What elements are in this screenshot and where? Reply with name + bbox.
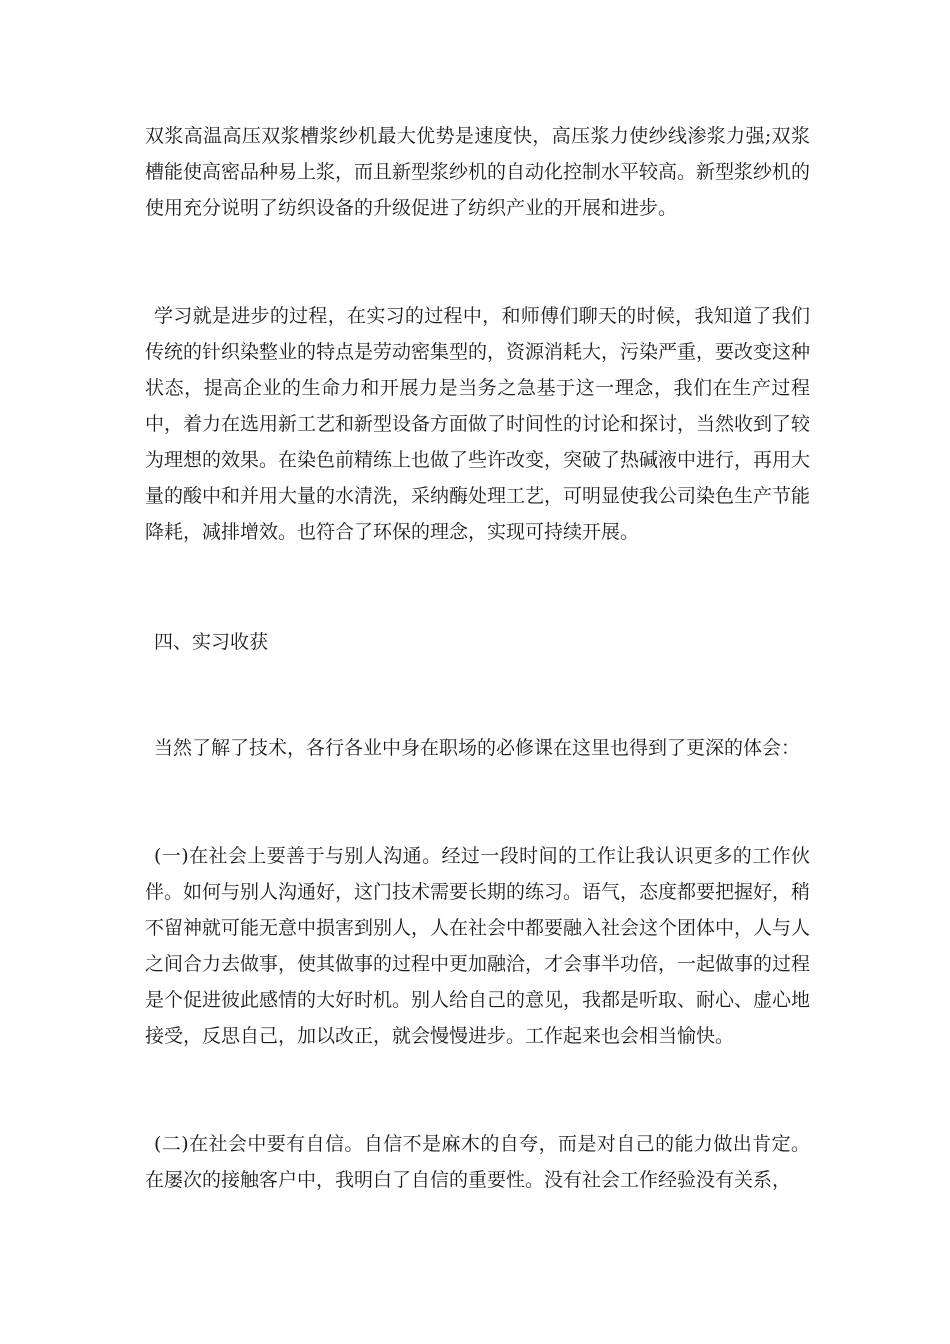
section-heading-internship-gains: 四、实习收获 [154, 631, 269, 653]
paragraph-gains-intro: 当然了解了技术，各行各业中身在职场的必修课在这里也得到了更深的体会： [154, 737, 801, 759]
paragraph-confidence: (二)在社会中要有自信。自信不是麻木的自夸，而是对自己的能力做出肯定。在屡次的接触客户中，我明白了自信的重要性。没有社会工作经验没有关系， [145, 1133, 810, 1191]
paragraph-learning-progress: 学习就是进步的过程，在实习的过程中，和师傅们聊天的时候，我知道了我们传统的针织染整业的特点是劳动密集型的，资源消耗大，污染严重，要改变这种状态，提高企业的生命力和开展力是当务之急基于这一理念，我们在生产过程中，着力在选用新工艺和新型设备方面做了时间性的讨论和探讨，当然收到了较为理想的效果。在染色前精练上也做了些许改变，突破了热碱液中进行，再用大量的酸中和并用大量的水清洗，采纳酶处理工艺，可明显使我公司染色生产节能降耗，减排增效。也符合了环保的理念，实现可持续开展。 [145, 305, 811, 543]
paragraph-communication: (一)在社会上要善于与别人沟通。经过一段时间的工作让我认识更多的工作伙伴。如何与别人沟通好，这门技术需要长期的练习。语气，态度都要把握好，稍不留神就可能无意中损害到别人，人在社会中都要融入社会这个团体中，人与人之间合力去做事，使其做事的过程中更加融洽，才会事半功倍，一起做事的过程是个促进彼此感情的大好时机。别人给自己的意见，我都是听取、耐心、虚心地接受，反思自己，加以改正，就会慢慢进步。工作起来也会相当愉快。 [145, 845, 811, 1047]
paragraph-sizing-machine: 双浆高温高压双浆槽浆纱机最大优势是速度快，高压浆力使纱线渗浆力强;双浆槽能使高密品种易上浆，而且新型浆纱机的自动化控制水平较高。新型浆纱机的使用充分说明了纺织设备的升级促进了纺织产业的开展和进步。 [145, 125, 811, 219]
